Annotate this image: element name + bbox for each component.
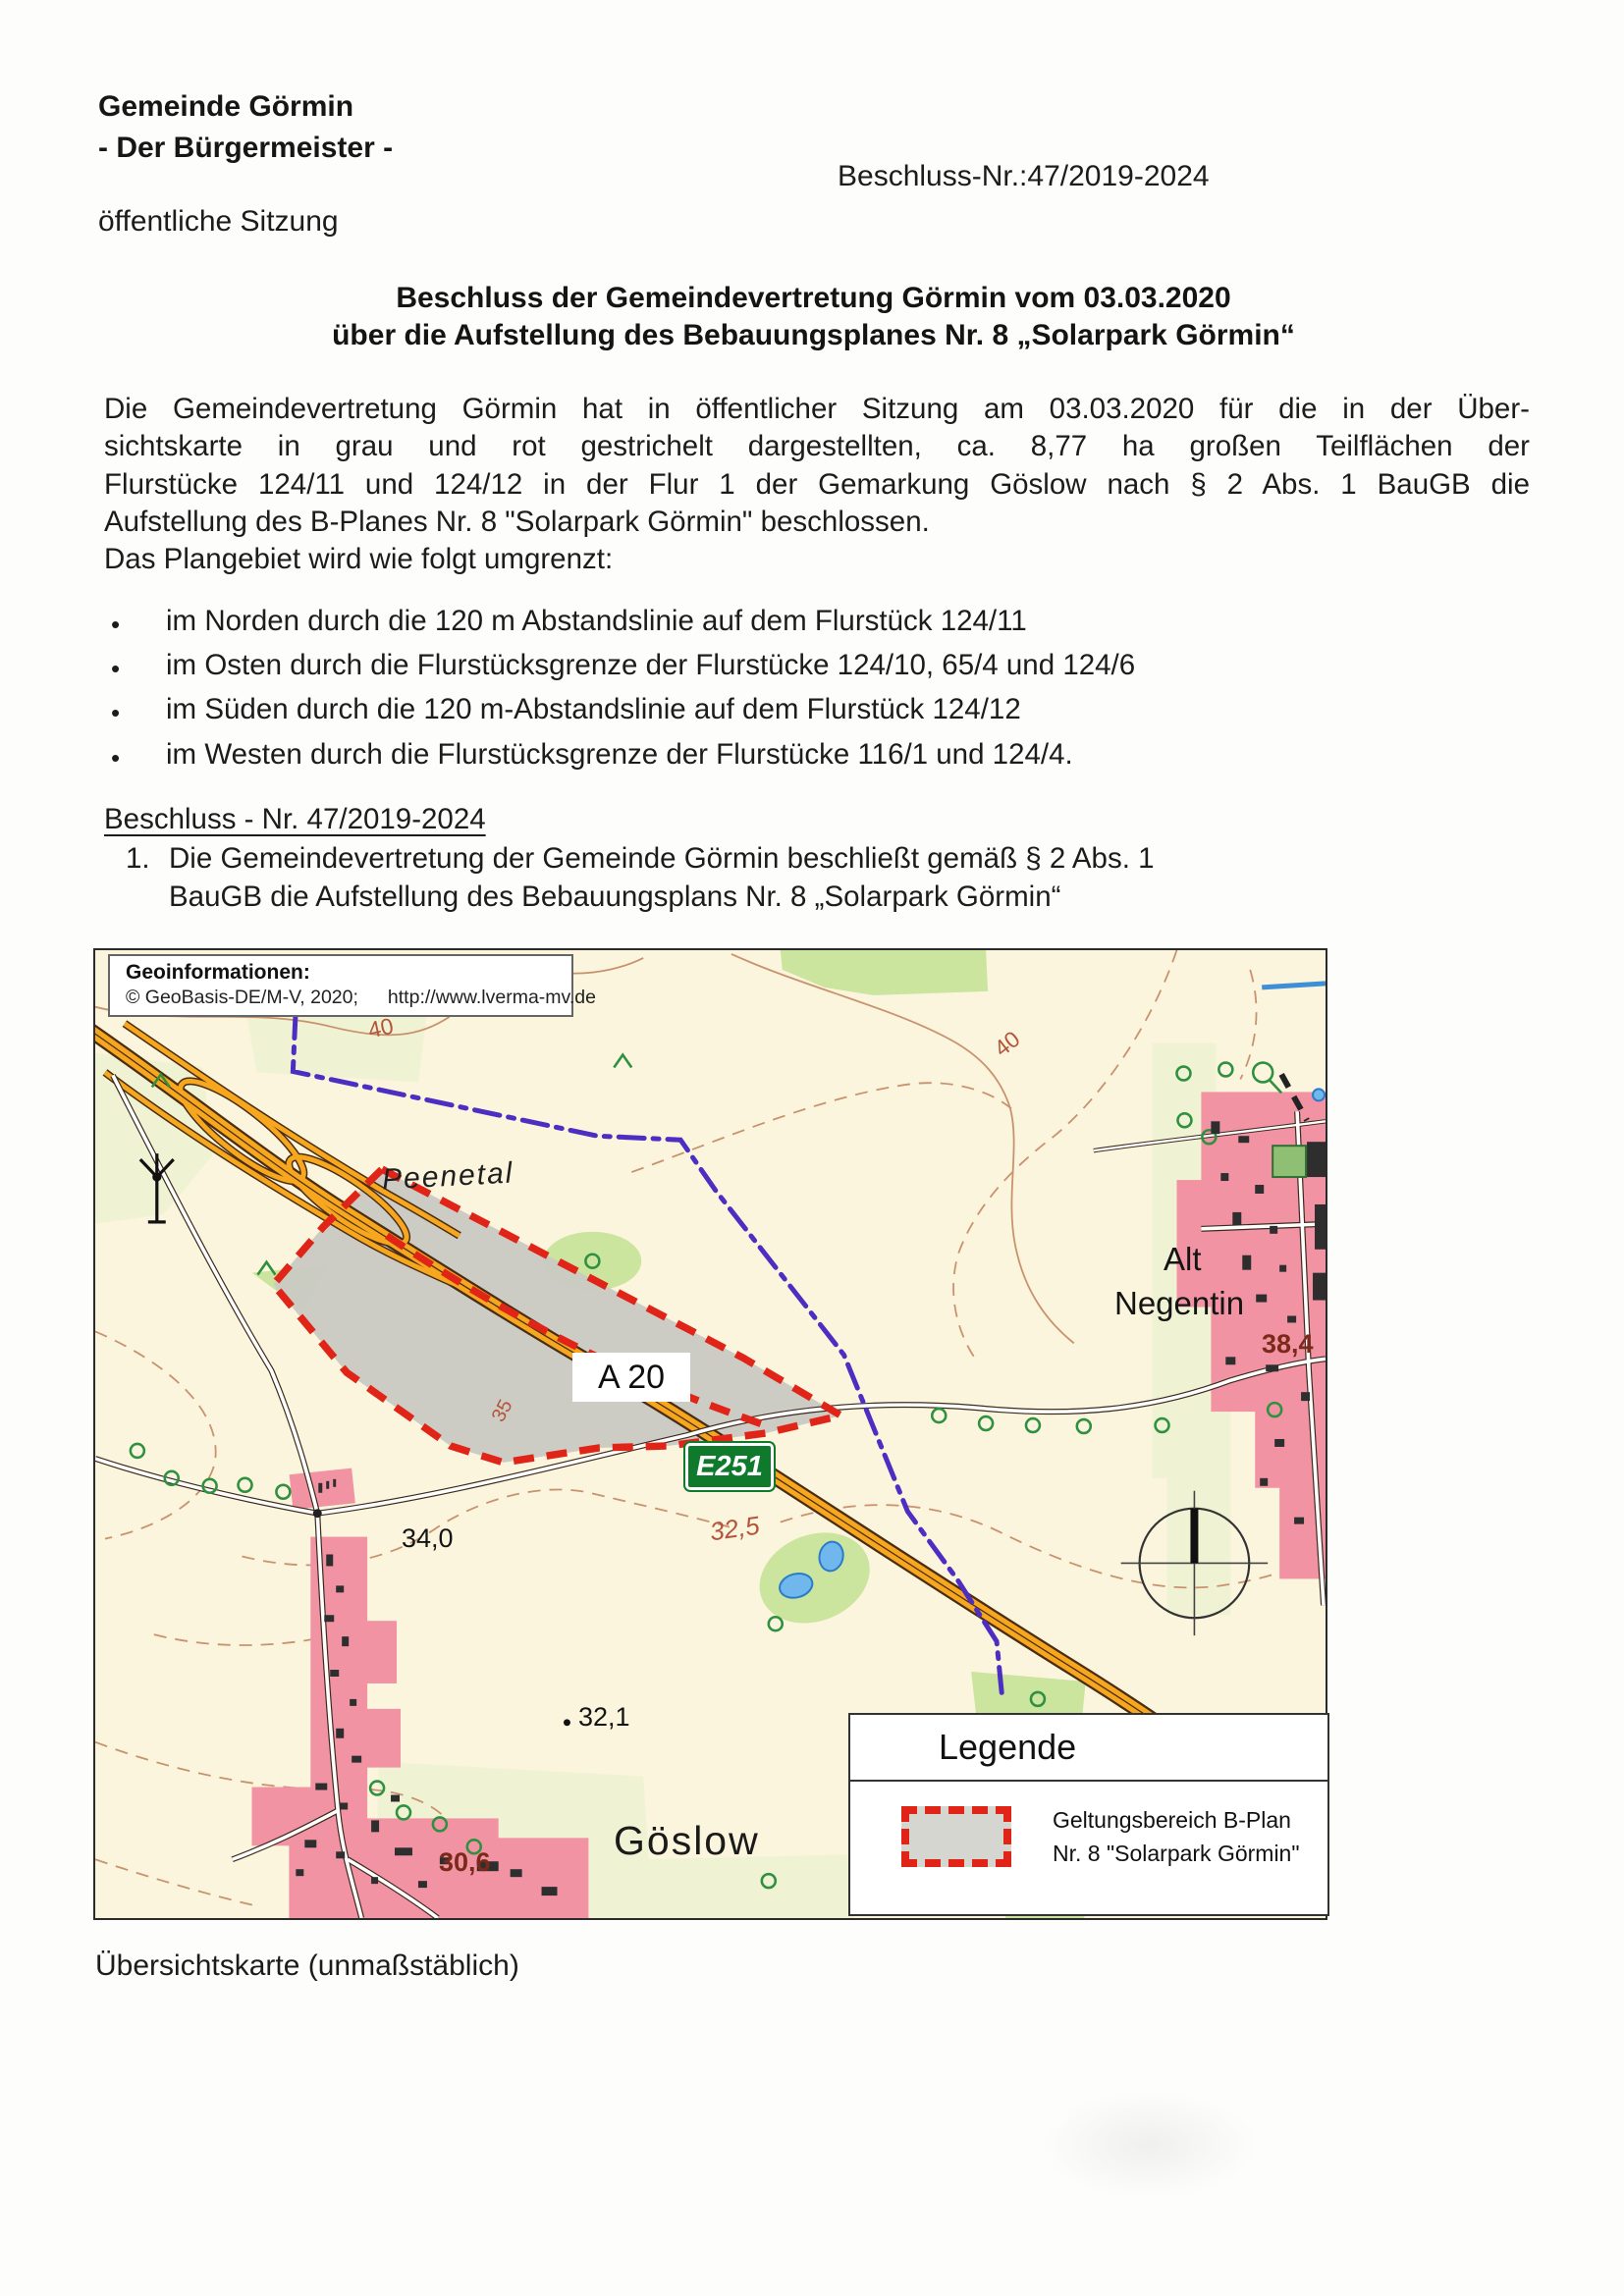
decision-line-1: Die Gemeindevertretung der Gemeinde Görmin beschließt gemäß § 2 Abs. 1: [169, 842, 1155, 875]
decision-item-text: [169, 840, 1155, 916]
bplan-area-swatch: [901, 1806, 1011, 1867]
geo-box-line: [126, 987, 596, 1009]
body-line: sichtskarte in grau und rot gestrichelt dargestellten, ca. 8,77 ha großen Teilflächen der: [104, 430, 1530, 463]
bullet-icon: •: [111, 698, 121, 728]
bullet-text: im Westen durch die Flurstücksgrenze der Flurstücke 116/1 und 124/4.: [166, 737, 1073, 771]
geo-url: http://www.lverma-mv.de: [387, 987, 596, 1008]
list-item: [111, 693, 1530, 737]
geo-box-title: Geoinformationen:: [126, 961, 310, 984]
contour-label-35: 35: [487, 1396, 517, 1426]
geo-copyright: © GeoBasis-DE/M-V, 2020;: [126, 987, 358, 1008]
label-goeslow: Göslow: [614, 1818, 760, 1863]
body-line: Das Plangebiet wird wie folgt umgrenzt:: [104, 543, 614, 576]
overview-map: [93, 948, 1327, 1920]
document-title: [98, 280, 1529, 354]
body-paragraph: [104, 391, 1530, 578]
map-legend: [848, 1713, 1329, 1916]
label-peenetal: Peenetal: [381, 1156, 515, 1197]
decision-line-2: BauGB die Aufstellung des Bebauungsplans Nr. 8 „Solarpark Görmin“: [169, 880, 1061, 913]
bullet-text: im Norden durch die 120 m Abstandslinie auf dem Flurstück 124/11: [166, 605, 1027, 637]
legend-item-line-1: Geltungsbereich B-Plan: [1053, 1807, 1291, 1833]
list-item: [111, 738, 1530, 782]
session-type: öffentliche Sitzung: [98, 205, 339, 238]
village-green-square: [1272, 1146, 1306, 1177]
spot-height-30-6: 30,6: [439, 1847, 491, 1877]
decision-item: [126, 840, 1155, 916]
document-header: [98, 86, 393, 169]
title-line-1: Beschluss der Gemeindevertretung Görmin vom 03.03.2020: [396, 282, 1231, 314]
legend-item: [850, 1782, 1327, 1870]
spot-height-dot: [564, 1719, 570, 1726]
contour-label-40-east: 40: [989, 1025, 1025, 1062]
decision-heading: Beschluss - Nr. 47/2019-2024: [104, 803, 486, 835]
motorway-a20-label: A 20: [572, 1353, 690, 1402]
legend-item-line-2: Nr. 8 "Solarpark Görmin": [1053, 1841, 1300, 1866]
mayor-line: - Der Bürgermeister -: [98, 132, 394, 164]
spot-height-32-1: 32,1: [578, 1702, 630, 1732]
scan-smudge: [1041, 2091, 1257, 2199]
map-caption: Übersichtskarte (unmaßstäblich): [95, 1949, 519, 1982]
body-line: Aufstellung des B-Planes Nr. 8 "Solarpark Görmin" beschlossen.: [104, 505, 930, 538]
legend-item-text: [1053, 1803, 1300, 1870]
municipality-name: Gemeinde Görmin: [98, 90, 354, 123]
legend-title: Legende: [850, 1715, 1327, 1782]
boundary-bullet-list: [111, 605, 1530, 782]
road-junction-dot: [313, 1509, 322, 1518]
label-negentin: Negentin: [1114, 1285, 1245, 1321]
bullet-icon: •: [111, 610, 121, 639]
bullet-icon: •: [111, 742, 121, 773]
label-alt: Alt: [1164, 1241, 1202, 1277]
resolution-number: Beschluss-Nr.:47/2019-2024: [838, 160, 1210, 192]
list-item: [111, 605, 1530, 649]
contour-label-32-5: 32,5: [708, 1510, 762, 1547]
contour-label-40-west: 40: [365, 1012, 396, 1043]
route-e251-sign: E251: [685, 1443, 774, 1490]
spot-height-38-4: 38,4: [1262, 1329, 1314, 1359]
bullet-text: im Süden durch die 120 m-Abstandslinie auf dem Flurstück 124/12: [166, 693, 1021, 726]
spot-height-34-0: 34,0: [402, 1523, 454, 1553]
bullet-text: im Osten durch die Flurstücksgrenze der Flurstücke 124/10, 65/4 und 124/6: [166, 649, 1136, 682]
list-item: [111, 649, 1530, 693]
body-line: Die Gemeindevertretung Görmin hat in öffentlicher Sitzung am 03.03.2020 für die in der Über-: [104, 393, 1530, 425]
decision-item-number: 1.: [126, 842, 150, 875]
bullet-icon: •: [111, 654, 121, 684]
geo-information-box: [108, 954, 596, 1017]
title-line-2: über die Aufstellung des Bebauungsplanes Nr. 8 „Solarpark Görmin“: [332, 319, 1295, 351]
body-line: Flurstücke 124/11 und 124/12 in der Flur 1 der Gemarkung Göslow nach § 2 Abs. 1 BauGB die: [104, 467, 1530, 501]
